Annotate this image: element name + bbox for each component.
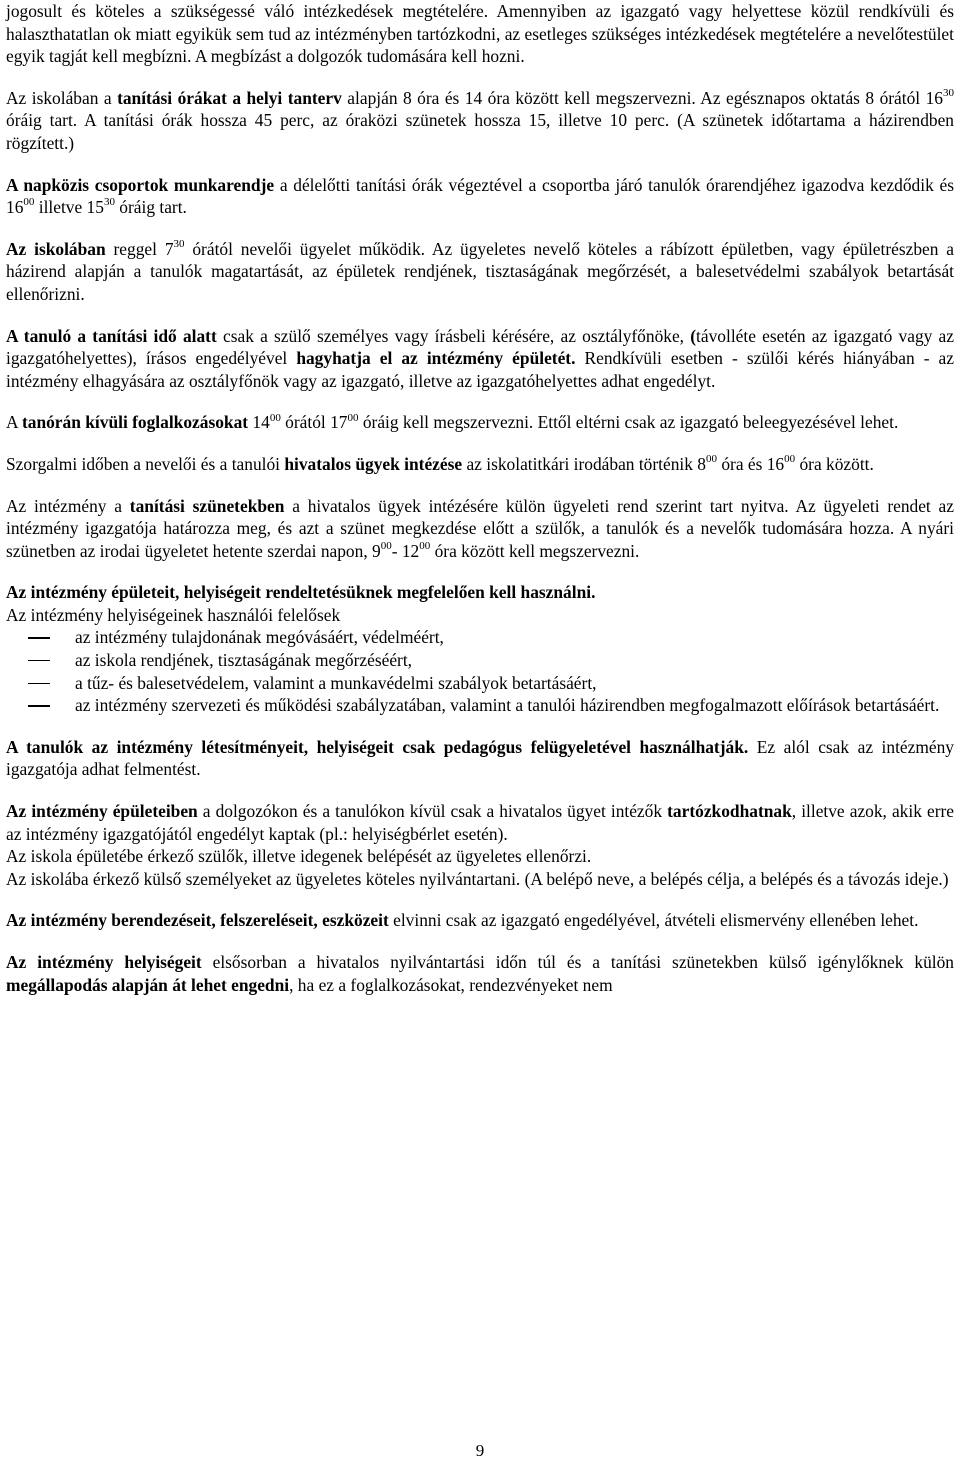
paragraph-leaving-school: A tanuló a tanítási idő alatt csak a szülő személyes vagy írásbeli kérésére, az osztályfőnöke, (távolléte esetén az igazgató vagy az igazgatóhelyettes), írásos engedélyével hagyhatja el az intézmény épületét. Rendkívüli esetben - szülői kérés hiányában - az intézmény elhagyására az osztályfőnök vagy az igazgató, illetve az igazgatóhelyettes adhat engedélyt. xyxy=(6,325,954,391)
list-item: az intézmény szervezeti és működési szabályzatában, valamint a tanulói házirendben megfogalmazott előírások betartásáért. xyxy=(6,694,954,717)
responsibility-intro: Az intézmény helyiségeinek használói felelősek xyxy=(6,604,341,625)
list-item: a tűz- és balesetvédelem, valamint a munkavédelmi szabályok betartásáért, xyxy=(6,672,954,695)
paragraph-visitor-check: Az iskola épületébe érkező szülők, illetve idegenek belépését az ügyeletes ellenőrzi. xyxy=(6,846,592,867)
dash-bullet-icon xyxy=(28,705,50,706)
paragraph-holiday-duty: Az intézmény a tanítási szünetekben a hivatalos ügyek intézésére külön ügyeleti rend szerint tart nyitva. Az ügyeleti rendet az intézmény igazgatója határozza meg, és azt a szünet megkezdése előtt a szülők, a tanulók és a nevelők tudomására hozza. A nyári szünetben az irodai ügyeletet hetente szerdai napon, $9^{00}-$ $12^{00}$ óra között kell megszervezni. xyxy=(6,495,954,561)
paragraph-student-room-use: A tanulók az intézmény létesítményeit, helyiségeit csak pedagógus felügyeletével használhatják. Ez alól csak az intézmény igazgatója adhat felmentést. xyxy=(6,736,954,780)
paragraph-visitor-register: Az iskolába érkező külső személyeket az ügyeletes köteles nyilvántartani. (A belépő neve, a belépés célja, a belépés és a távozás ideje.) xyxy=(6,868,949,889)
paragraph-office-hours: Szorgalmi időben a nevelői és a tanulói hivatalos ügyek intézése az iskolatitkári irodában történik $8^{00}$ óra és $16^{00}$ óra között. xyxy=(6,453,874,474)
paragraph-equipment-removal: Az intézmény berendezéseit, felszereléseit, eszközeit elvinni csak az igazgató engedélyével, átvételi elismervény ellenében lehet. xyxy=(6,910,919,931)
list-item: az iskola rendjének, tisztaságának megőrzéséért, xyxy=(6,649,954,672)
paragraph-extracurricular: A tanórán kívüli foglalkozásokat $14^{00}$ órától $17^{00}$ óráig kell megszervezni. Ettől eltérni csak az igazgató beleegyezésével lehet. xyxy=(6,411,899,433)
paragraph-afterschool-groups: A napközis csoportok munkarendje a délelőtti tanítási órák végeztével a csoportba járó tanulók órarendjéhez igazodva kezdődik és $16^{00}$ illetve $15^{30}$ óráig tart. xyxy=(6,174,954,218)
paragraph-deputy-duties: jogosult és köteles a szükségessé váló intézkedések megtételére. Amennyiben az igazgató vagy helyettese közül rendkívüli és halaszthatatlan ok miatt egyikük sem tud az intézményben tartózkodni, az esetleges szükséges intézkedések megtételére a nevelőtestület egyik tagját kell megbízni. A megbízást a dolgozók tudomására kell hozni. xyxy=(6,1,954,67)
paragraph-lesson-schedule: Az iskolában a tanítási órákat a helyi tanterv alapján 8 óra és 14 óra között kell megszervezni. Az egésznapos oktatás 8 órától $16^{30}$ óráig tart. A tanítási órák hossza 45 perc, az óraközi szünetek hossza 15, illetve 10 perc. (A szünetek időtartama a házirendben rögzített.) xyxy=(6,86,954,153)
paragraph-morning-supervision: Az iskolában reggel $7^{30}$ órától nevelői ügyelet működik. Az ügyeletes nevelő köteles a rábízott épületben, vagy épületrészben a házirend alapján a tanulók magatartását, az épületek rendjének, tisztaságának megőrzését, a balesetvédelmi szabályok betartását ellenőrizni. xyxy=(6,237,954,304)
document-page xyxy=(6,0,954,996)
paragraph-building-access: Az intézmény épületeiben a dolgozókon és a tanulókon kívül csak a hivatalos ügyet intézők tartózkodhatnak, illetve azok, akik erre az intézmény igazgatójától engedélyt kaptak (pl.: helyiségbérlet esetén). xyxy=(6,801,954,844)
page-number: 9 xyxy=(475,1441,485,1460)
dash-bullet-icon xyxy=(28,660,50,661)
paragraph-room-rental: Az intézmény helyiségeit elsősorban a hivatalos nyilvántartási időn túl és a tanítási szünetekben külső igénylőknek külön megállapodás alapján át lehet engedni, ha ez a foglalkozásokat, rendezvényeket nem xyxy=(6,952,954,995)
dash-bullet-icon xyxy=(28,637,50,638)
section-heading-building-use: Az intézmény épületeit, helyiségeit rendeltetésüknek megfelelően kell használni. xyxy=(6,582,596,603)
dash-bullet-icon xyxy=(28,683,50,684)
list-item: az intézmény tulajdonának megóvásáért, védelméért, xyxy=(6,626,954,649)
responsibility-list xyxy=(6,626,954,716)
